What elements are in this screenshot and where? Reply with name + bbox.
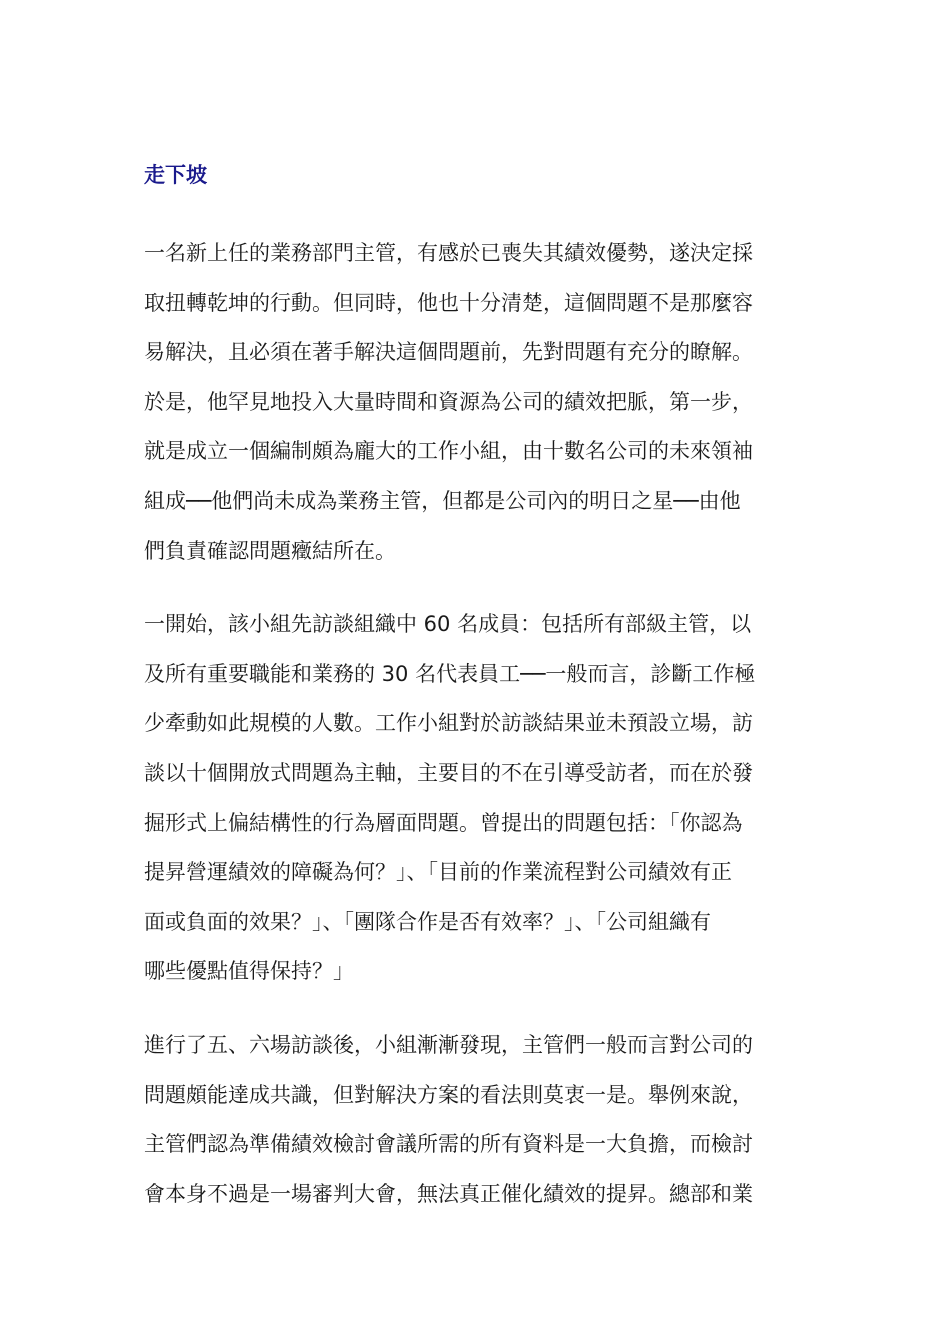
text-line: 主管們認為準備績效檢討會議所需的所有資料是一大負擔，而檢討 <box>144 1132 753 1157</box>
article-title: 走下坡 <box>144 163 207 187</box>
text-line: 們負責確認問題癥結所在。 <box>144 538 396 563</box>
text-line: 組成──他們尚未成為業務主管，但都是公司內的明日之星──由他 <box>144 488 741 513</box>
text-line: 就是成立一個編制頗為龐大的工作小組，由十數名公司的未來領袖 <box>144 439 753 464</box>
text-line: 少牽動如此規模的人數。工作小組對於訪談結果並未預設立場，訪 <box>144 711 753 736</box>
text-line: 會本身不過是一場審判大會，無法真正催化績效的提昇。總部和業 <box>144 1181 753 1206</box>
text-line: 於是，他罕見地投入大量時間和資源為公司的績效把脈，第一步， <box>144 389 753 414</box>
text-line: 取扭轉乾坤的行動。但同時，他也十分清楚，這個問題不是那麼容 <box>144 290 753 315</box>
text-line: 哪些優點值得保持？」 <box>144 959 354 984</box>
text-line: 易解決，且必須在著手解決這個問題前，先對問題有充分的瞭解。 <box>144 340 753 365</box>
text-line: 面或負面的效果？」、「團隊合作是否有效率？」、「公司組織有 <box>144 909 711 934</box>
article-body <box>144 229 806 1219</box>
text-line: 一開始，該小組先訪談組織中 60 名成員：包括所有部級主管，以 <box>144 612 752 637</box>
paragraph-1 <box>144 229 806 576</box>
text-line: 掘形式上偏結構性的行為層面問題。曾提出的問題包括：「你認為 <box>144 810 743 835</box>
paragraph-3 <box>144 1021 806 1219</box>
text-line: 問題頗能達成共識，但對解決方案的看法則莫衷一是。舉例來說， <box>144 1082 753 1107</box>
text-line: 及所有重要職能和業務的 30 名代表員工──一般而言，診斷工作極 <box>144 661 756 686</box>
text-line: 進行了五、六場訪談後，小組漸漸發現，主管們一般而言對公司的 <box>144 1032 753 1057</box>
text-line: 一名新上任的業務部門主管，有感於已喪失其績效優勢，遂決定採 <box>144 241 753 265</box>
text-line: 談以十個開放式問題為主軸，主要目的不在引導受訪者，而在於發 <box>144 760 753 785</box>
paragraph-2 <box>144 600 806 997</box>
text-line: 提昇營運績效的障礙為何？」、「目前的作業流程對公司績效有正 <box>144 860 732 885</box>
